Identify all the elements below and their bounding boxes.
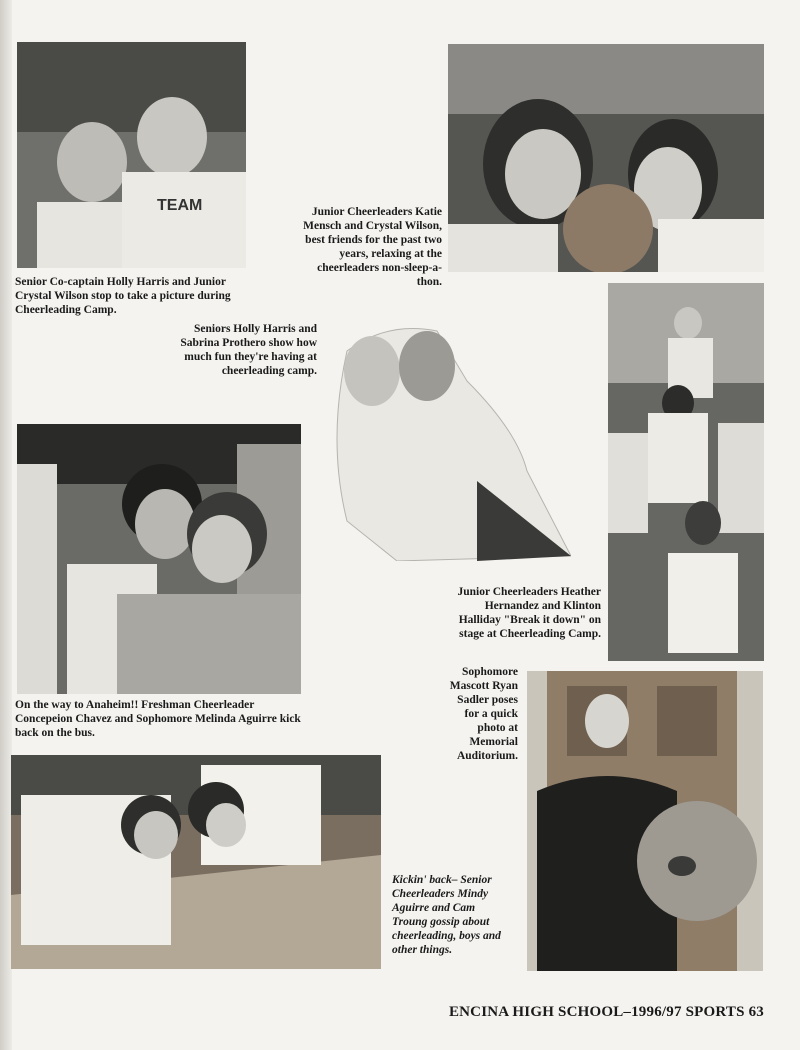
svg-text:TEAM: TEAM [157, 197, 203, 214]
caption-kickin-back: Kickin' back– Senior Cheerleaders Mindy Aguirre and Cam Troung gossip about cheerleading, boys and other things. [392, 874, 501, 956]
page-footer: ENCINA HIGH SCHOOL–1996/97 SPORTS 63 [448, 1004, 764, 1020]
caption-anaheim-bus: On the way to Anaheim!! Freshman Cheerleader Concepeion Chavez and Sophomore Melinda Aguirre kick back on the bus. [15, 699, 301, 739]
caption-heather-klinton: Junior Cheerleaders Heather Hernandez and Klinton Halliday "Break it down" on stage at Cheerleading Camp. [457, 586, 601, 640]
photo-katie-crystal [448, 44, 764, 272]
photo-heather-klinton [608, 283, 764, 661]
caption-holly-crystal: Senior Co-captain Holly Harris and Junior Crystal Wilson stop to take a picture during Cheerleading Camp. [15, 276, 231, 316]
photo-kickin-back [11, 755, 381, 969]
photo-anaheim-bus [17, 424, 301, 694]
caption-katie-crystal: Junior Cheerleaders Katie Mensch and Crystal Wilson, best friends for the past two years, relaxing at the cheerleaders non-sleep-a-thon. [303, 206, 442, 288]
caption-holly-sabrina: Seniors Holly Harris and Sabrina Prothero show how much fun they're having at cheerleading camp. [180, 323, 317, 377]
photo-holly-sabrina [327, 321, 571, 561]
caption-mascott: Sophomore Mascott Ryan Sadler poses for a quick photo at Memorial Auditorium. [449, 666, 518, 762]
photo-mascott [527, 671, 763, 971]
photo-holly-crystal [17, 42, 246, 268]
